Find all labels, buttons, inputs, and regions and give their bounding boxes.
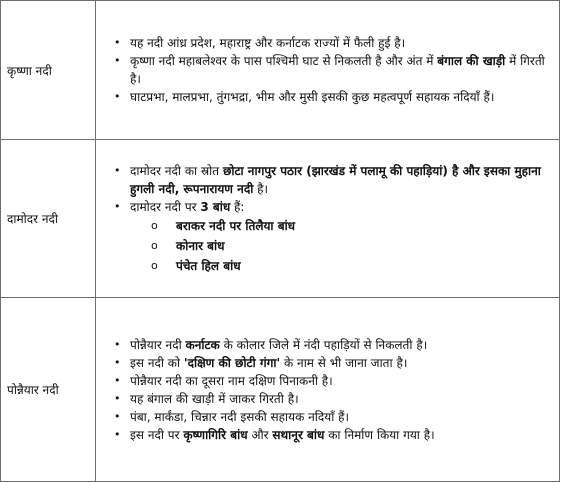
bold-text: छोटा नागपुर पठार (झारखंड में पलामू की पहाड़ियां) है और इसका मुहाना हुगली नदी, रूपनारायण नदी: [130, 163, 541, 196]
circle-bullet-icon: o: [151, 238, 158, 252]
bullet-icon: •: [114, 36, 121, 49]
list-item: • कृष्णा नदी महाबलेश्वर के पास पश्चिमी घाट से निकलती है और अंत में बंगाल की खाड़ी में गिरती है।: [114, 54, 545, 86]
bullet-icon: •: [114, 427, 121, 441]
bold-text: 3 बांध: [200, 199, 231, 214]
bullet-list: [112, 336, 555, 444]
river-name-damodar: दामोदर नदी: [1, 140, 96, 298]
table-row-ponnaiyar: [1, 298, 560, 482]
bullet-icon: •: [114, 90, 121, 103]
list-item: • यह बंगाल की खाड़ी में जाकर गिरती है।: [114, 391, 299, 406]
bullet-icon: •: [114, 163, 121, 177]
list-item: • पंबा, मार्कंडा, चिन्नार नदी इसकी सहायक नदियाँ हैं।: [114, 409, 350, 424]
sub-list-item: o बराकर नदी पर तिलैया बांध: [148, 216, 555, 236]
bullet-icon: •: [114, 199, 121, 213]
river-name-krishna: कृष्णा नदी: [1, 1, 96, 140]
bullet-icon: •: [114, 391, 121, 405]
bullet-icon: •: [114, 373, 121, 387]
list-item: • पोन्नैयार नदी का दूसरा नाम दक्षिण पिनाकनी है।: [114, 373, 333, 388]
list-item: • इस नदी को 'दक्षिण की छोटी गंगा' के नाम से भी जाना जाता है।: [114, 355, 408, 370]
sub-list-item: o पंचेत हिल बांध: [148, 256, 555, 276]
list-item: • यह नदी आंध्र प्रदेश, महाराष्ट्र और कर्नाटक राज्यों में फैली हुई है।: [114, 36, 406, 50]
bold-text: बंगाल की खाड़ी: [437, 54, 506, 68]
circle-bullet-icon: o: [151, 258, 158, 272]
bullet-list: [112, 34, 555, 106]
bold-text: सथानूर बांध: [272, 427, 325, 442]
river-name-ponnaiyar: पोन्नैयार नदी: [1, 298, 96, 482]
bold-text: 'दक्षिण की छोटी गंगा': [183, 355, 281, 370]
table-row-krishna: [1, 1, 560, 140]
sub-bullet-list: [130, 216, 555, 276]
circle-bullet-icon: o: [151, 218, 158, 232]
bold-text: कर्नाटक: [185, 337, 220, 352]
list-item: • इस नदी पर कृष्णागिरि बांध और सथानूर बांध का निर्माण किया गया है।: [114, 427, 435, 442]
bullet-icon: •: [114, 355, 121, 369]
bullet-icon: •: [114, 409, 121, 423]
bullet-icon: •: [114, 337, 121, 351]
bold-text: कृष्णागिरि बांध: [183, 427, 248, 442]
list-item: • दामोदर नदी पर 3 बांध हैं: o बराकर नदी पर तिलैया बांध o कोनार बांध o पंचेत हिल बांध: [112, 198, 555, 276]
river-details-ponnaiyar: [96, 298, 560, 482]
table-row-damodar: [1, 140, 560, 298]
list-item: • पोन्नैयार नदी कर्नाटक के कोलार जिले में नंदी पहाड़ियों से निकलती है।: [114, 337, 428, 352]
river-details-damodar: [96, 140, 560, 298]
sub-list-item: o कोनार बांध: [148, 236, 555, 256]
bullet-icon: •: [114, 54, 121, 67]
list-item: • दामोदर नदी का स्रोत छोटा नागपुर पठार (झारखंड में पलामू की पहाड़ियां) है और इसका मुहाना हुगली नदी, रूपनारायण नदी है।: [114, 163, 541, 196]
list-item: • घाटप्रभा, मालप्रभा, तुंगभद्रा, भीम और मुसी इसकी कुछ महत्वपूर्ण सहायक नदियाँ हैं।: [114, 90, 495, 104]
river-details-krishna: [96, 1, 560, 140]
bullet-list: [112, 162, 555, 276]
